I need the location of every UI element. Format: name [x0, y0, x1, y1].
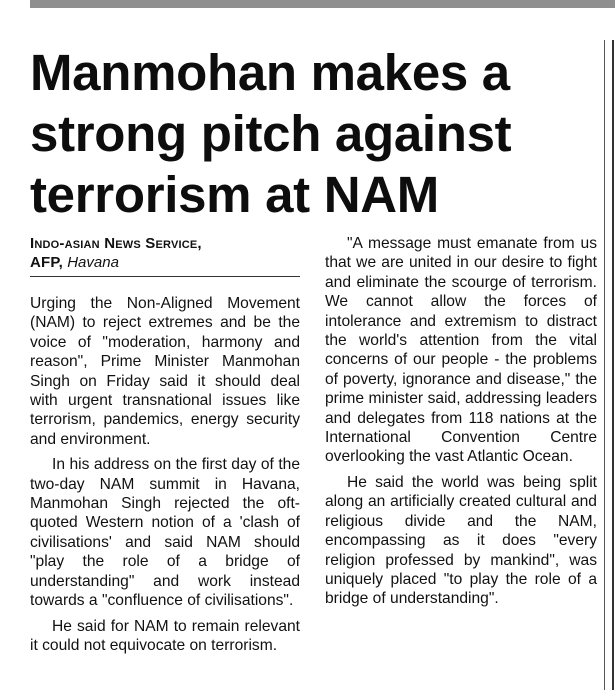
byline-agency: Indo-asian News Service,: [30, 235, 202, 252]
top-rule: [30, 0, 615, 8]
paragraph: Urging the Non-Aligned Movement (NAM) to reject extremes and be the voice of "moderation, harmony and reason", Prime Minister Manmohan Singh on Friday said it should deal with urgent transnational issues like terrorism, pandemics, energy security and environment.: [30, 295, 300, 448]
headline: Manmohan makes a strong pitch against terrorism at NAM: [30, 44, 512, 223]
byline-location: Havana: [67, 254, 119, 271]
left-column: [30, 294, 300, 661]
byline-divider: [30, 276, 300, 277]
byline: [30, 234, 302, 272]
paragraph: "A message must emanate from us that we are united in our desire to fight and eliminate the scourge of terrorism. We cannot allow the forces of intolerance and extremism to distract the world's attention from the vital concerns of our people - the problems of poverty, ignorance and disease," the prime minister said, addressing leaders and delegates from 118 nations at the International Convention Centre overlooking the vast Atlantic Ocean.: [325, 235, 597, 466]
right-column: [325, 234, 597, 615]
right-border-line-outer: [612, 40, 614, 690]
paragraph: In his address on the first day of the two-day NAM summit in Havana, Manmohan Singh rejected the oft-quoted Western notion of a 'clash of civilisations' and said NAM should "play the role of a bridge of understanding" and work instead towards a "confluence of civilisations".: [30, 456, 300, 610]
byline-agency-2: AFP,: [30, 254, 64, 271]
paragraph: He said the world was being split along an artificially created cultural and religious divide and the NAM, encompassing as it does "every religion professed by mankind", was uniquely placed "to play the role of a bridge of understanding".: [325, 473, 597, 608]
paragraph: He said for NAM to remain relevant it could not equivocate on terrorism.: [30, 617, 300, 654]
right-border-line: [604, 40, 605, 690]
